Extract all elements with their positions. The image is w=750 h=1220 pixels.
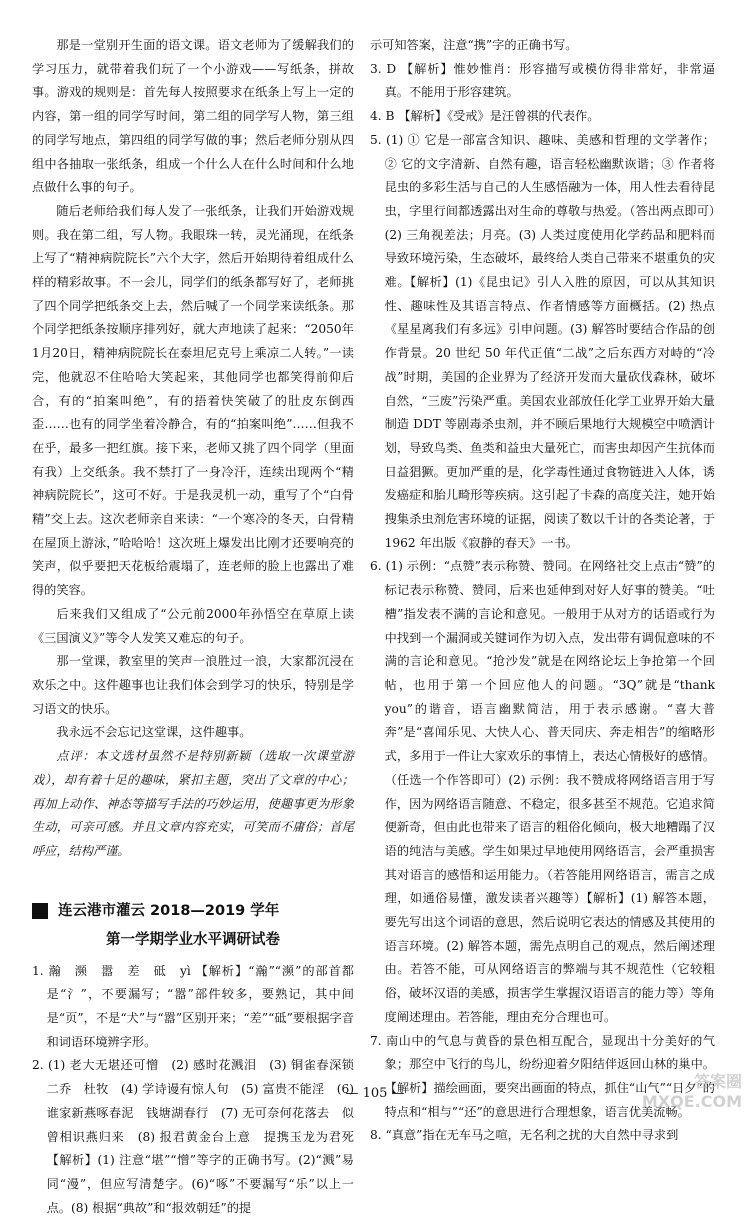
answer-item: 示可知答案，注意“携”字的正确书写。 [370, 38, 578, 52]
watermark-logo: 答案圈 MXQE.COM [641, 1072, 742, 1111]
section-title: 连云港市灌云 2018—2019 学年 [58, 902, 280, 919]
essay-paragraph: 随后老师给我们每人发了一张纸条，让我们开始游戏规则。我在第二组，写人物。我眼珠一转，灵光涌现，在纸条上写了“精神病院院长”六个大字，然后开始期待着组成什么样的精彩故事。不一会儿，同学们的纸条都写好了，老师挑了四个同学把纸条交上去，然后喊了一个同学来读纸条。那个同学把纸条按顺序排列好，就大声地读了起来：“2050年1月20日，精神病院院长在泰坦尼克号上乘凉二人转。”一读完，他就忍不住哈哈大笑起来，其他同学也都笑得前仰后合，有的“拍案叫绝”，有的捂着快笑破了的肚皮东倒西歪……也有的同学坐着冷静合，有的“拍案叫绝”……但我不在乎，最多一把红旗。接下来，老师又挑了四个同学（里面有我）上交纸条。我不禁打了一身冷汗，连续出现两个“精神病院院长”，这可不好。于是我灵机一动，重写了个“白骨精”交上去。这次老师亲自来读：“一个寒冷的冬天，白骨精在屋顶上游泳，”哈哈哈！这次班上爆发出比刚才还要响亮的笑声，似乎要把天花板给震塌了，连老师的脸上也露出了难得的笑容。 [32, 203, 354, 598]
left-column [32, 34, 354, 1220]
answer-item: 1. 瀚 濒 嚣 差 砥 yì 【解析】“瀚”“濒”的部首都是“氵”，不要漏写；“嚣”部件较多，要熟记，其中间是“页”，不是“犬”与“嚣”区别开来；“差”“砥”要根据字音和词语环境辨字形。 [32, 963, 354, 1049]
answer-item: 8. “真意”指在无车马之喧，无名利之扰的大自然中寻求到 [370, 1128, 679, 1143]
section-subtitle: 第一学期学业水平调研试卷 [106, 931, 280, 948]
essay-paragraph: 我永远不会忘记这堂课，这件趣事。 [56, 725, 252, 740]
essay-commentary: 点评：本文选材虽然不是特别新颖（选取一次课堂游戏），却有着十足的趣味，紧扣主题，突出了文章的中心；再加上动作、神态等描写手法的巧妙运用，使趣事更为形象生动，可亲可感。并且文章内容充实，可笑而不庸俗；首尾呼应，结构严谨。 [32, 749, 354, 858]
answer-item: 5. (1) ① 它是一部富含知识、趣味、美感和哲理的文学著作；② 它的文字清新、自然有趣，语言轻松幽默诙谐；③ 作者将昆虫的多彩生活与自己的人生感悟融为一体，用人性去看待昆虫，字里行间都透露出对生命的尊敬与热爱。（答出两点即可）(2) 三角视差法；月亮。(3) 人类过度使用化学药品和肥料而导致环境污染，生态破坏，最终给人类自己带来不堪重负的灾难。【解析】(1)《昆虫记》引人入胜的原因，可以从其知识性、趣味性及其语言特点、作者情感等方面概括。(2) 热点《星星离我们有多远》引申问题。(3) 解答时要结合作品的创作背景。20 世纪 50 年代正值“二战”之后东西方对峙的“冷战”时期，美国的企业界为了经济开发而大量砍伐森林，破坏自然，“三废”污染严重。美国农业部放任化学工业界开始大量制造 DDT 等剧毒杀虫剂，并不顾后果地行大规模空中喷洒计划，导致鸟类、鱼类和益虫大量死亡，而害虫却因产生抗体而日益猖獗。更加严重的是，化学毒性通过食物链进入人体，诱发癌症和胎儿畸形等疾病。这引起了卡森的高度关注，她开始搜集杀虫剂危害环境的证据，阅读了数以千计的各类论著，于 1962 年出版《寂静的春天》一书。 [370, 132, 715, 550]
essay-paragraph: 那一堂课，教室里的笑声一浪胜过一浪，大家都沉浸在欢乐之中。这件趣事也让我们体会到学习的快乐，特别是学习语文的快乐。 [32, 654, 354, 716]
right-column [370, 34, 715, 1148]
essay-paragraph: 那是一堂别开生面的语文课。语文老师为了缓解我们的学习压力，就带着我们玩了一个小游戏——写纸条，拼故事。游戏的规则是：首先每人按照要求在纸条上写上一定的内容，第一组的同学写时间，第二组的同学写人物，第三组的同学写地点，第四组的同学写做的事；然后老师分别从四组中各抽取一张纸条，组成一个什么人在什么时间和什么地点做什么事的句子。 [32, 38, 354, 195]
answer-item: 4. B 【解析】《受戒》是汪曾祺的代表作。 [370, 109, 600, 124]
page-number: — 105 — [345, 1086, 405, 1101]
answer-item: 7. 南山中的气息与黄昏的景色相互配合，显现出十分美好的气象；那空中飞行的鸟儿，纷纷迎着夕阳结伴返回山林的巢中。【解析】描绘画面，要突出画面的特点，抓住“山气”“日夕”的特点和“相与”“还”的意思进行合理想象，语言优美流畅。 [370, 1033, 715, 1119]
answer-item: 6. (1) 示例：“点赞”表示称赞、赞同。在网络社交上点击“赞”的标记表示称赞、赞同，后来也延伸到对好人好事的赞美。“吐槽”指发表不满的言论和意见。一般用于从对方的话语或行为中找到一个漏洞或关键词作为切入点，发出带有调侃意味的不满的言论和意见。“抢沙发”就是在网络论坛上争抢第一个回帖，也用于第一个回应他人的问题。“3Q”就是“thank you”的谐音，语言幽默简洁，用于表示感谢。“喜大普奔”是“喜闻乐见、大快人心、普天同庆、奔走相告”的缩略形式，多用于一件让大家欢乐的事情上，表达心情极好的感情。（任选一个作答即可）(2) 示例：我不赞成将网络语言用于写作，因为网络语言随意、不稳定，很多甚至不规范。它追求简便新奇，但由此也带来了语言的粗俗化倾向，极大地糟蹋了汉语的纯洁与美感。学生如果过早地使用网络语言，会严重损害其对语言的感悟和运用能力。（若答能用网络语言，需言之成理，如通俗易懂，激发读者兴趣等）【解析】(1) 解答本题，要先写出这个词语的意思，然后说明它表达的情感及其使用的语言环境。(2) 解答本题，需先点明自己的观点，然后阐述理由。若答不能，可从网络语言的弊端与其不规范性（它较粗俗，破坏汉语的美感，损害学生掌握汉语语言的能力等）等角度阐述理由。若答能，理由充分合理也可。 [370, 559, 715, 1024]
essay-paragraph: 后来我们又组成了“公元前2000年孙悟空在草原上读《三国演义》”等令人发笑又难忘的句子。 [32, 606, 354, 645]
answer-item: 2. (1) 老大无堪还可憎 (2) 感时花溅泪 (3) 铜雀春深锁二乔 杜牧 (4) 学诗谩有惊人句 (5) 富贵不能淫 (6) 谁家新燕啄春泥 钱塘湖春行 (7) 无可奈何花落去 似曾相识燕归来 (8) 报君黄金台上意 提携玉龙为君死 【解析】(1) 注意“堪”“憎”等字的正确书写。(2)“溅”易同“漫”，但应写清楚字。(6)“啄”不要漏写“乐”以上一点。(8) 根据“典故”和“报效朝廷”的提 [32, 1058, 354, 1215]
section-marker-icon [32, 903, 48, 919]
section-header [32, 898, 354, 924]
answer-item: 3. D 【解析】惟妙惟肖：形容描写或模仿得非常好，非常逼真。不能用于形容建筑。 [370, 61, 715, 100]
